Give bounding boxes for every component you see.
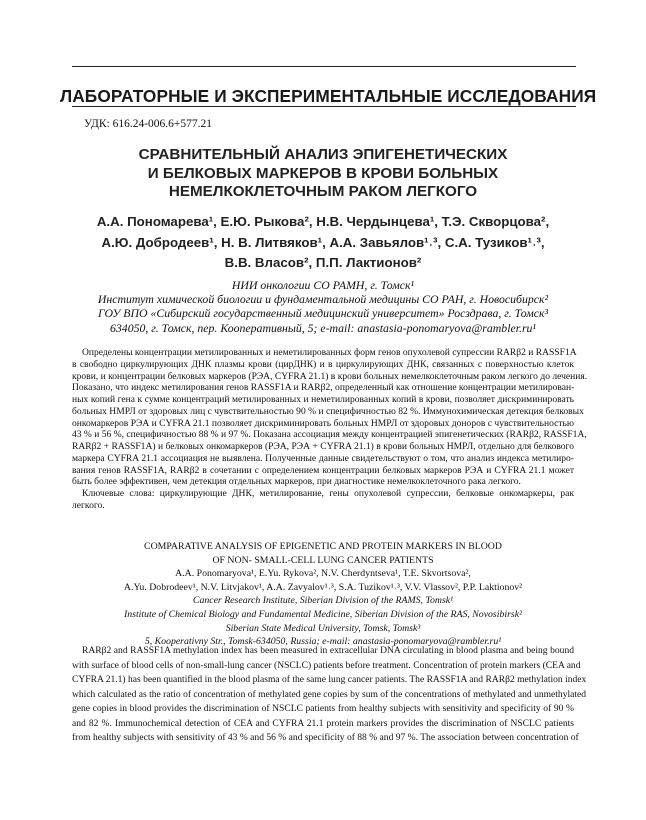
en-authors-line: A.A. Ponomaryova¹, E.Yu. Rykova², N.V. Cherdyntseva¹, T.E. Skvortsova², [175,568,471,580]
abstract-en-line: RARβ2 and RASSF1A methylation index has been measured in extracellular DNA circulating in blood plasma and being bound [82,645,574,656]
title-line: И БЕЛКОВЫХ МАРКЕРОВ В КРОВИ БОЛЬНЫХ [147,164,499,182]
abstract-en-line: CYFRA 21.1) has been quantified in the blood plasma of the same lung cancer patients. The RASSF1A and RARβ2 methylation index [72,674,587,686]
abstract-en [72,644,587,746]
keywords-line: легкого. [72,499,105,511]
abstract-line: крови, и концентрации белковых маркеров (РЭА, CYFRA 21.1) в крови больных немелкоклеточным раком легкого до лечения. [72,370,588,382]
abstract-en-line: which calculated as the ratio of concentration of methylated gene copies by sum of the concentrations of methylated and unmethylated [72,688,587,700]
english-header [60,540,586,649]
en-title-line: COMPARATIVE ANALYSIS OF EPIGENETIC AND PROTEIN MARKERS IN BLOOD [144,541,502,552]
abstract-line: онкомаркеров РЭА и CYFRA 21.1 позволяет дискриминировать больных НМРЛ от здоровых доноров с чувствительностью [72,417,574,429]
authors-line: В.В. Власов², П.П. Лактионов² [224,255,422,270]
affiliations [60,278,586,335]
title-line: НЕМЕЛКОКЛЕТОЧНЫМ РАКОМ ЛЕГКОГО [168,183,478,201]
en-authors-line: A.Yu. Dobrodeev¹, N.V. Litvjakov¹, A.A. Zavyalov¹˒³, S.A. Tuzikov¹˒³, V.V. Vlassov², P.P. Laktionov² [123,581,523,593]
section-header: ЛАБОРАТОРНЫЕ И ЭКСПЕРИМЕНТАЛЬНЫЕ ИССЛЕДОВАНИЯ [60,86,597,106]
abstract-en-line: and 82 %. Immunochemical detection of CEA and CYFRA 21.1 protein markers provides the discrimination of NSCLC patients [72,717,574,729]
header-top-rule [72,66,576,67]
affiliation-line: ГОУ ВПО «Сибирский государственный медицинский университет» Росздрава, г. Томск³ [97,306,549,321]
abstract-line: быть более эффективен, чем детекция отдельных маркеров, при диагностике немелкоклеточного рака легкого. [72,476,521,488]
abstract-line: больных НМРЛ от здоровых лиц с чувствительностью 90 % и специфичностью 82 %. Иммунохимическая детекция белковых [72,405,584,417]
en-affiliation-line: Siberian State Medical University, Tomsk, Tomsk³ [225,622,421,634]
affiliation-line: Институт химической биологии и фундаментальной медицины СО РАН, г. Новосибирск² [97,292,549,307]
title-line: СРАВНИТЕЛЬНЫЙ АНАЛИЗ ЭПИГЕНЕТИЧЕСКИХ [138,146,508,163]
abstract-line: вания генов RASSF1A, RARβ2 в сочетании с определением концентрации белковых маркеров РЭА и CYFRA 21.1 может [72,464,574,476]
header-bottom-rule [72,106,576,107]
authors-list [60,212,586,274]
abstract-line: Показано, что индекс метилирования генов RASSF1A и RARβ2, определенный как отношение концентрации метилирован- [72,382,575,394]
authors-line: А.Ю. Добродеев¹, Н. В. Литвяков¹, А.А. Завьялов¹˒³, С.А. Тузиков¹˒³, [101,234,545,250]
abstract-en-line: with surface of blood cells of non-small-lung cancer (NSCLC) patients before treatment. Concentration of protein markers (CEA and [72,659,581,671]
authors-line: А.А. Пономарева¹, Е.Ю. Рыкова², Н.В. Чердынцева¹, Т.Э. Скворцова², [96,214,550,229]
en-title-line: OF NON- SMALL-CELL LUNG CANCER PATIENTS [212,554,434,566]
affiliation-line: НИИ онкологии СО РАМН, г. Томск¹ [231,278,415,292]
abstract-line: ных копий гена к сумме концентраций метилированных и неметилированных копий в крови, позволяет дискриминировать [72,394,574,405]
udk-code: УДК: 616.24-006.6+577.21 [84,118,213,130]
en-affiliation-line: Cancer Research Institute, Siberian Division of the RAMS, Tomsk¹ [192,595,454,607]
keywords-line: Ключевые слова: циркулирующие ДНК, метилирование, гены опухолевой супрессии, белковые онкомаркеры, рак [82,488,574,499]
abstract-line: Определены концентрации метилированных и неметилированных форм генов опухолевой супрессии RARβ2 и RASSF1A [82,347,577,358]
abstract-en-line: gene copies in blood provides the discrimination of NSCLC patients from healthy subjects with sensitivity and specificity of 90 % [72,703,574,715]
affiliation-line: 634050, г. Томск, пер. Кооперативный, 5; e-mail: anastasia-ponomaryova@rambler.ru¹ [110,320,536,335]
article-title [60,146,586,202]
en-affiliation-line: Institute of Chemical Biology and Fundamental Medicine, Siberian Division of the RAS, Novosibirsk² [123,608,523,620]
en-affiliation-line: 5, Kooperativny Str., Tomsk-634050, Russia; e-mail: anastasia-ponomaryova@rambler.ru¹ [144,636,502,648]
abstract-ru [72,347,588,512]
abstract-line: маркера CYFRA 21.1 ассоциация не выявлена. Полученные данные свидетельствуют о том, что анализ индекса метилиро- [72,452,574,464]
abstract-en-line: from healthy subjects with sensitivity of 43 % and 56 % and specificity of 88 % and 97 %. The association between concentration of [72,732,579,744]
abstract-line: в свободно циркулирующих ДНК плазмы крови (цирДНК) и в циркулирующих ДНК, связанных с поверхностью клеток [72,358,574,370]
abstract-line: 43 % и 56 %, специфичностью 88 % и 97 %. Показана ассоциация между концентрацией эпигенетических (RARβ2, RASSF1A, [72,429,587,441]
abstract-line: RARβ2 + RASSF1A) и белковых онкомаркеров (РЭА, РЭА + CYFRA 21.1) в крови больных НМРЛ, отдельно для белкового [72,441,574,452]
